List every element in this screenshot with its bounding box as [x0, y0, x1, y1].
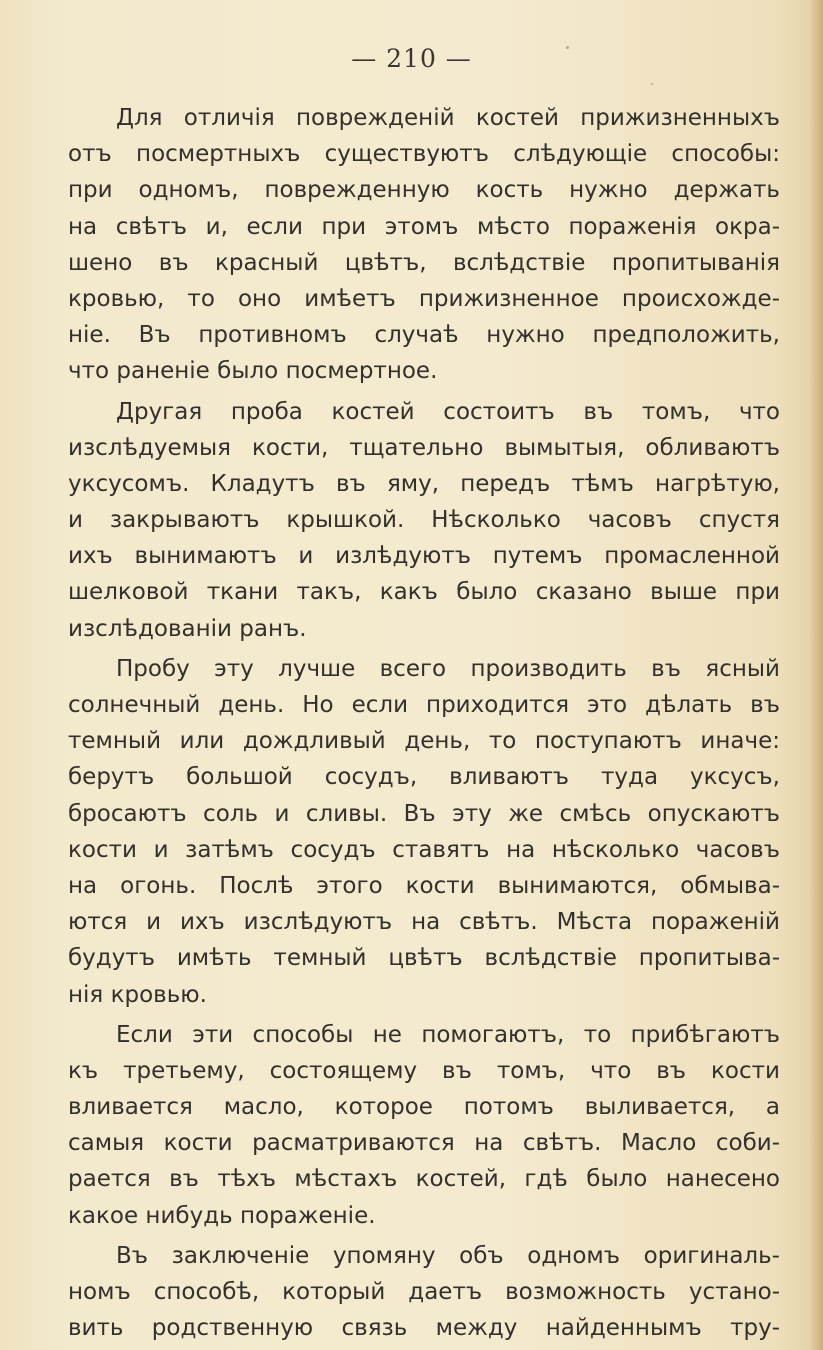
text-line: какое нибудь пораженіе.	[68, 1202, 376, 1229]
body-text	[68, 100, 780, 1346]
text-line: что раненіе было посмертное.	[68, 358, 438, 385]
paper-speck	[651, 83, 653, 85]
text-line: и закрываютъ крышкой. Нѣсколько часовъ спустя	[68, 507, 780, 534]
text-line: Въ заключеніе упомяну объ одномъ оригиналь-	[116, 1242, 780, 1269]
text-line: изслѣдуемыя кости, тщательно вымытыя, обливаютъ	[68, 434, 780, 461]
text-line: берутъ большой сосудъ, вливаютъ туда уксусъ,	[68, 764, 780, 791]
text-line: къ третьему, состоящему въ томъ, что въ кости	[68, 1057, 780, 1084]
text-line: бросаютъ соль и сливы. Въ эту же смѣсь опускаютъ	[68, 800, 780, 827]
text-line: Другая проба костей состоитъ въ томъ, что	[116, 398, 780, 425]
text-line: Пробу эту лучше всего производить въ ясный	[116, 655, 780, 682]
text-line: самыя кости расматриваются на свѣтъ. Масло соби-	[68, 1130, 780, 1157]
text-line: уксусомъ. Кладутъ въ яму, передъ тѣмъ нагрѣтую,	[68, 470, 780, 497]
text-line: на огонь. Послѣ этого кости вынимаются, обмыва-	[68, 872, 780, 899]
text-line: изслѣдованіи ранъ.	[68, 615, 307, 642]
paragraph-4	[68, 1017, 780, 1234]
text-line: при одномъ, поврежденную кость нужно держать	[68, 177, 780, 204]
paper-speck	[566, 46, 569, 49]
text-line: ніе. Въ противномъ случаѣ нужно предположить,	[68, 322, 780, 349]
paragraph-3	[68, 651, 780, 1013]
text-line: темный или дождливый день, то поступаютъ иначе:	[68, 728, 780, 755]
paragraph-1	[68, 100, 780, 390]
text-line: Для отличія поврежденій костей прижизненныхъ	[116, 105, 780, 131]
paragraph-5	[68, 1238, 780, 1347]
text-line: шелковой ткани такъ, какъ было сказано выше при	[68, 579, 780, 606]
page-edge	[809, 0, 823, 1350]
text-line: рается въ тѣхъ мѣстахъ костей, гдѣ было нанесено	[68, 1166, 780, 1193]
text-line: номъ способѣ, который даетъ возможность устано-	[68, 1279, 780, 1305]
text-line: ются и ихъ изслѣдуютъ на свѣтъ. Мѣста пораженій	[68, 909, 780, 936]
text-line: вливается масло, которое потомъ выливается, а	[68, 1094, 780, 1121]
text-line: кровью, то оно имѣетъ прижизненное происхожде-	[68, 285, 780, 312]
text-line: кости и затѣмъ сосудъ ставятъ на нѣсколько часовъ	[68, 836, 780, 863]
page-number: — 210 —	[351, 44, 472, 73]
paragraph-2	[68, 394, 780, 647]
text-line: ихъ вынимаютъ и излѣдуютъ путемъ промасленной	[68, 543, 780, 570]
text-line: шено въ красный цвѣтъ, вслѣдствіе пропитыванія	[68, 249, 780, 276]
text-line: вить родственную связь между найденнымъ тру-	[68, 1315, 780, 1342]
text-line: отъ посмертныхъ существуютъ слѣдующіе способы:	[68, 141, 780, 168]
text-line: будутъ имѣть темный цвѣтъ вслѣдствіе пропитыва-	[68, 945, 780, 972]
text-line: солнечный день. Но если приходится это дѣлать въ	[68, 692, 780, 718]
text-line: нія кровью.	[68, 981, 207, 1008]
text-line: на свѣтъ и, если при этомъ мѣсто пораженія окра-	[68, 213, 780, 240]
text-line: Если эти способы не помогаютъ, то прибѣгаютъ	[116, 1021, 780, 1048]
